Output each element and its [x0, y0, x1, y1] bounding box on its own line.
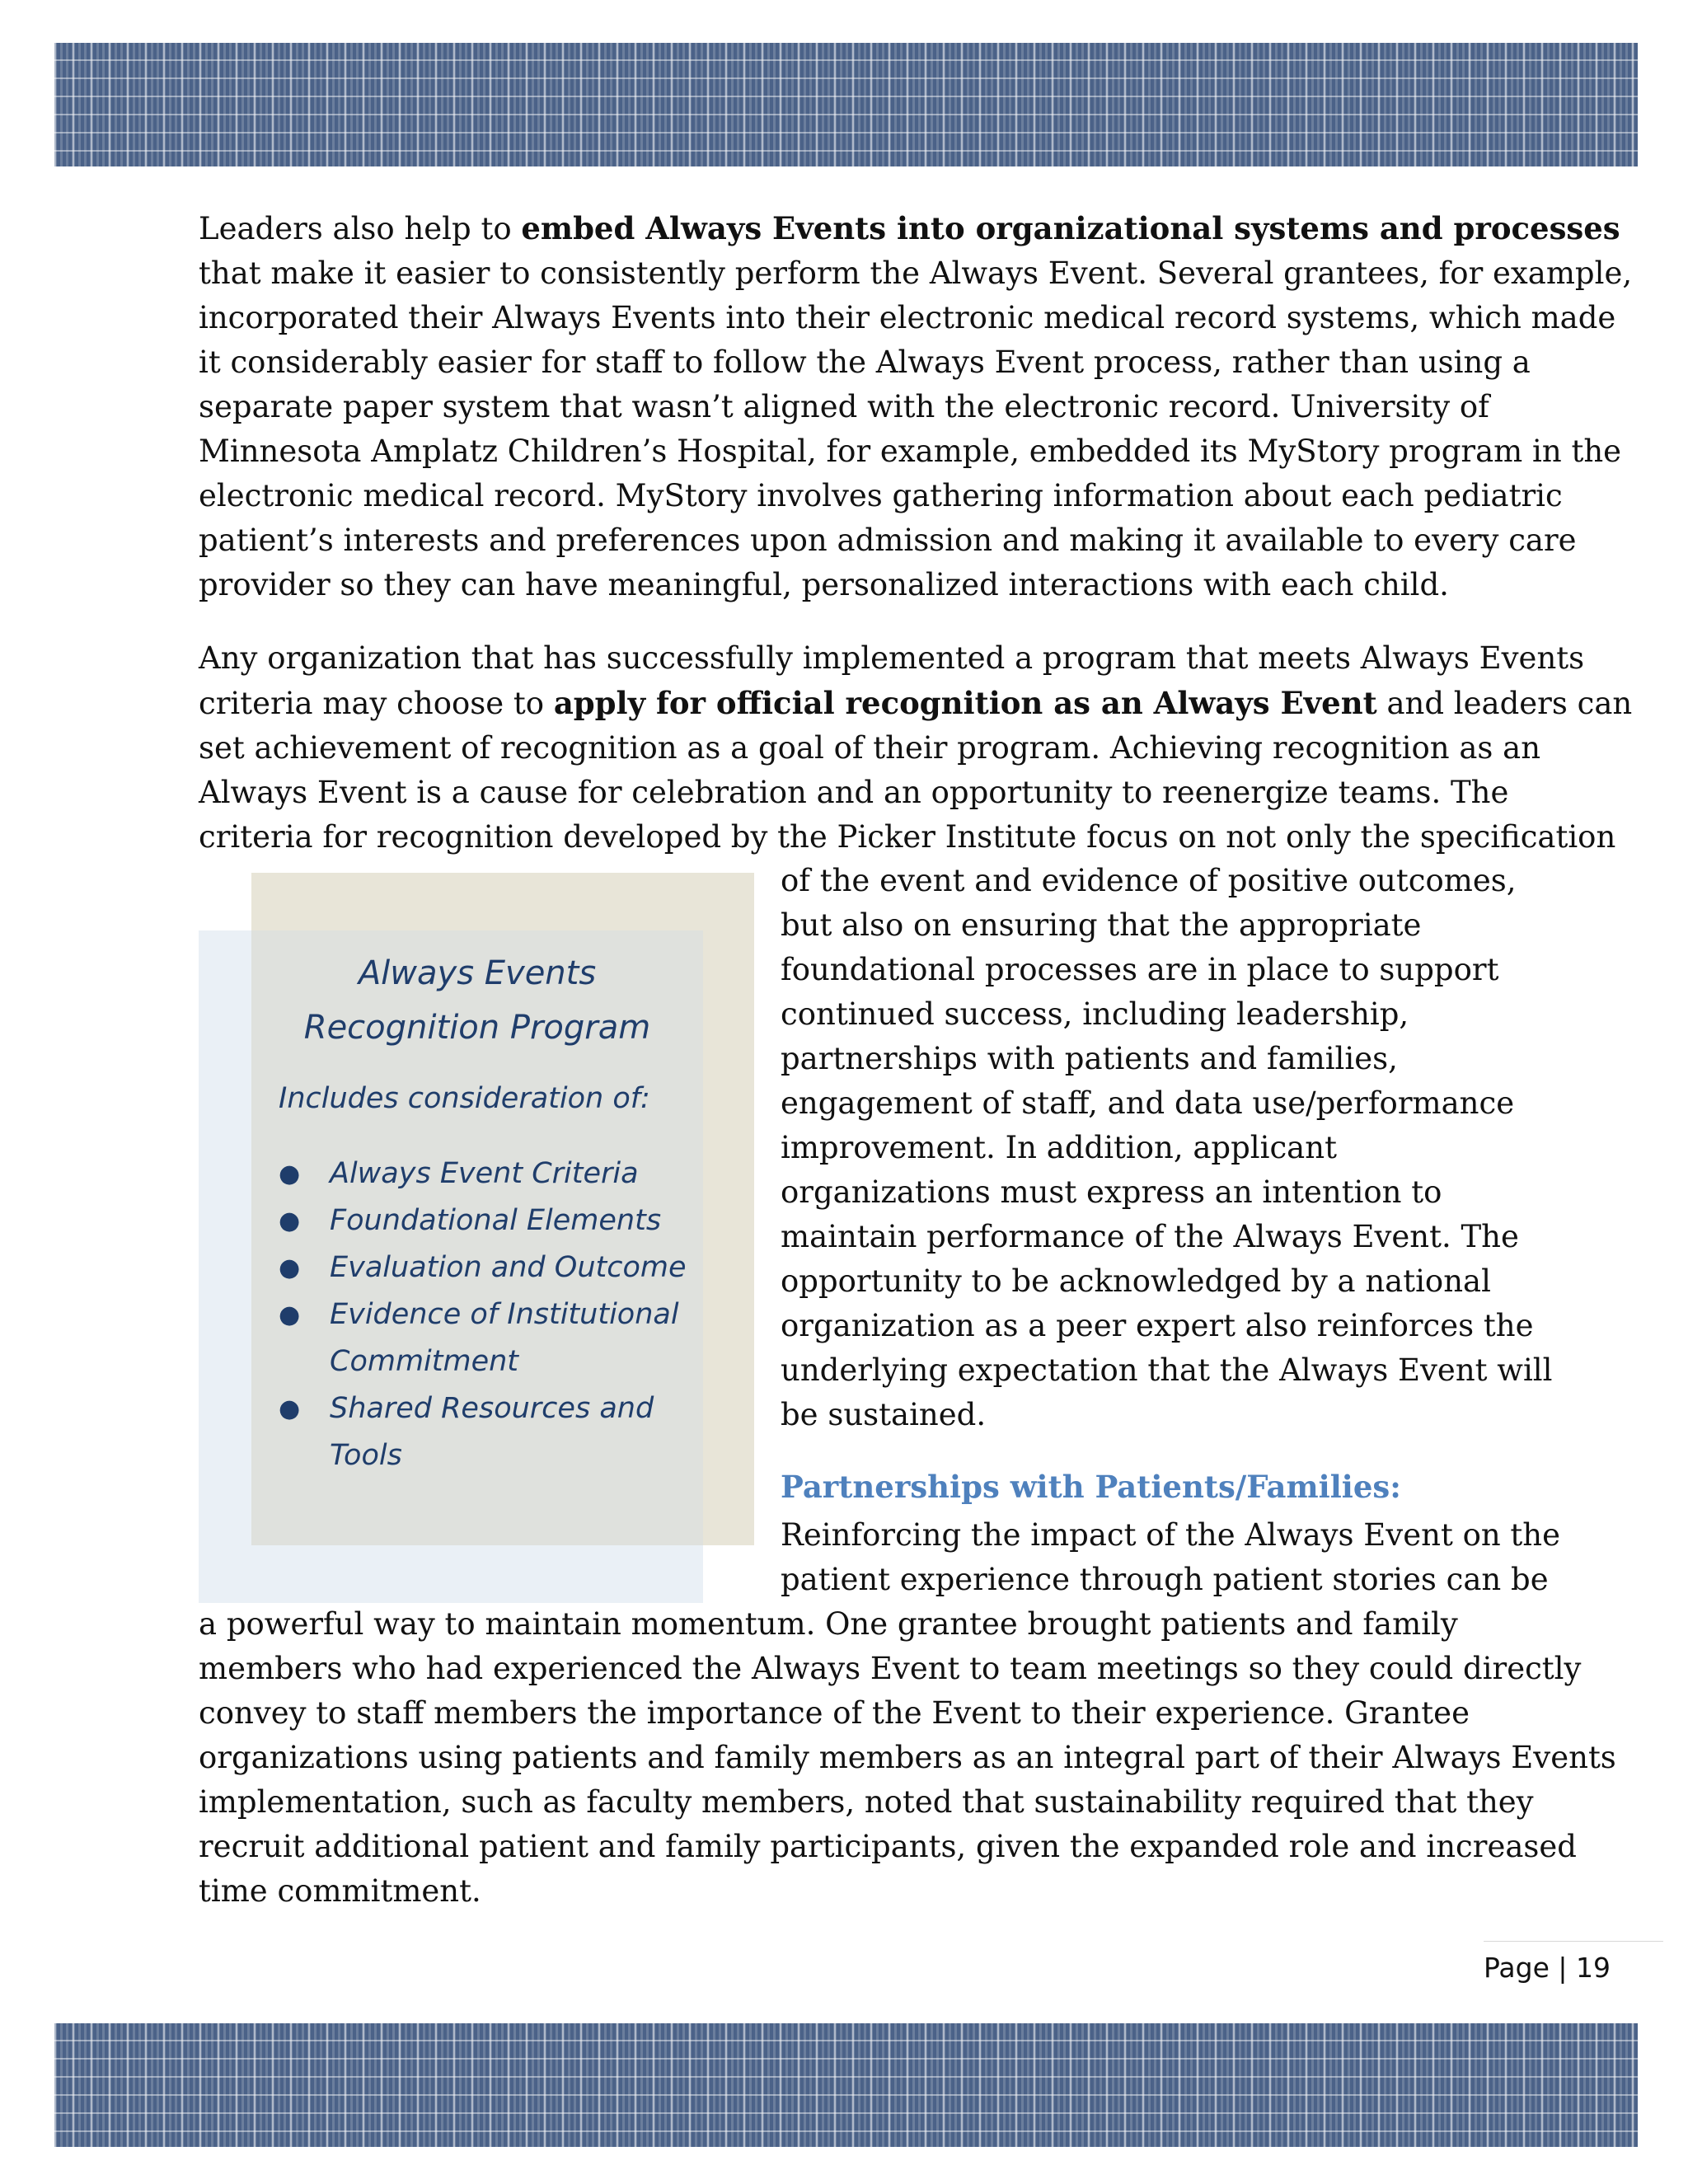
text-line: engagement of staff, and data use/performance [781, 1085, 1515, 1121]
text-line: incorporated their Always Events into their electronic medical record systems, which made [199, 300, 1616, 335]
bullet-icon: ● [279, 1160, 301, 1188]
footer-decorative-band [54, 2023, 1638, 2147]
list-item: ● Evidence of Institutional Commitment [279, 1291, 703, 1385]
text-line: criteria may choose to apply for official recognition as an Always Event and leaders can [199, 685, 1633, 721]
text-line: be sustained. [781, 1397, 987, 1432]
list-item: ● Always Event Criteria [279, 1151, 703, 1197]
text-line: but also on ensuring that the appropriate [781, 907, 1422, 943]
text-line: separate paper system that wasn’t aligned with the electronic record. University of [199, 389, 1489, 424]
list-item: ● Shared Resources and Tools [279, 1385, 703, 1479]
text-line: convey to staff members the importance of the Event to their experience. Grantee [199, 1695, 1470, 1731]
bullet-icon: ● [279, 1254, 301, 1282]
callout-list [251, 1151, 703, 1479]
text-line: of the event and evidence of positive outcomes, [781, 863, 1517, 898]
text-line: a powerful way to maintain momentum. One grantee brought patients and family [199, 1606, 1458, 1642]
list-item: ● Foundational Elements [279, 1197, 703, 1244]
bold-phrase: apply for official recognition as an Always Event [553, 685, 1377, 721]
bullet-icon: ● [279, 1394, 301, 1423]
page-footer [1484, 1941, 1663, 1984]
text-line: patient’s interests and preferences upon admission and making it available to every care [199, 523, 1577, 558]
paragraph-embed-systems [199, 206, 1633, 607]
list-item: ● Evaluation and Outcome [279, 1244, 703, 1291]
text-line: Minnesota Amplatz Children’s Hospital, for example, embedded its MyStory program in the [199, 434, 1622, 469]
bullet-icon: ● [279, 1207, 301, 1235]
text-line: maintain performance of the Always Event. The [781, 1219, 1519, 1254]
bullet-icon: ● [279, 1301, 301, 1329]
text-line: set achievement of recognition as a goal of their program. Achieving recognition as an [199, 730, 1541, 766]
text-line: Any organization that has successfully implemented a program that meets Always Events [199, 640, 1585, 676]
text-line: electronic medical record. MyStory involves gathering information about each pediatric [199, 478, 1563, 513]
text-line: time commitment. [199, 1873, 481, 1909]
text-line: organization as a peer expert also reinforces the [781, 1308, 1534, 1343]
page-label: Page [1484, 1952, 1550, 1984]
text-line: partnerships with patients and families, [781, 1041, 1398, 1076]
text-line: organizations must express an intention to [781, 1174, 1442, 1210]
text-line: members who had experienced the Always Event to team meetings so they could directly [199, 1651, 1582, 1686]
paragraph-partnerships-column [781, 1513, 1561, 1602]
text-line: Always Event is a cause for celebration and an opportunity to reenergize teams. The [199, 775, 1509, 810]
text-line: underlying expectation that the Always Event will [781, 1352, 1553, 1388]
text-line: foundational processes are in place to support [781, 952, 1499, 987]
text-line: patient experience through patient stories can be [781, 1562, 1549, 1597]
callout-title: Always Events Recognition Program [303, 954, 651, 1047]
paragraph-recognition-column [781, 859, 1553, 1437]
callout-subtitle: Includes consideration of: [279, 1082, 650, 1115]
page-number: 19 [1576, 1952, 1611, 1984]
text-line: improvement. In addition, applicant [781, 1130, 1337, 1165]
text-line: provider so they can have meaningful, personalized interactions with each child. [199, 567, 1449, 602]
text-line: continued success, including leadership, [781, 996, 1409, 1032]
callout-recognition-program [251, 946, 703, 1479]
text-line: criteria for recognition developed by the Picker Institute focus on not only the specification [199, 819, 1616, 855]
paragraph-recognition [199, 636, 1633, 860]
text-line: it considerably easier for staff to follow the Always Event process, rather than using a [199, 344, 1531, 380]
text-line: implementation, such as faculty members, noted that sustainability required that they [199, 1784, 1534, 1820]
text-line: organizations using patients and family members as an integral part of their Always Events [199, 1740, 1616, 1775]
text-line: that make it easier to consistently perform the Always Event. Several grantees, for example, [199, 255, 1633, 291]
page-separator: | [1558, 1952, 1568, 1984]
text-line: Leaders also help to embed Always Events into organizational systems and processes [199, 210, 1620, 246]
text-line: opportunity to be acknowledged by a national [781, 1263, 1491, 1299]
header-decorative-band [54, 43, 1638, 166]
text-line: recruit additional patient and family participants, given the expanded role and increased [199, 1829, 1577, 1864]
paragraph-partnerships [199, 1602, 1616, 1914]
bold-phrase: embed Always Events into organizational systems and processes [521, 210, 1620, 246]
section-heading-partnerships: Partnerships with Patients/Families: [781, 1469, 1401, 1505]
text-line: Reinforcing the impact of the Always Event on the [781, 1517, 1561, 1553]
